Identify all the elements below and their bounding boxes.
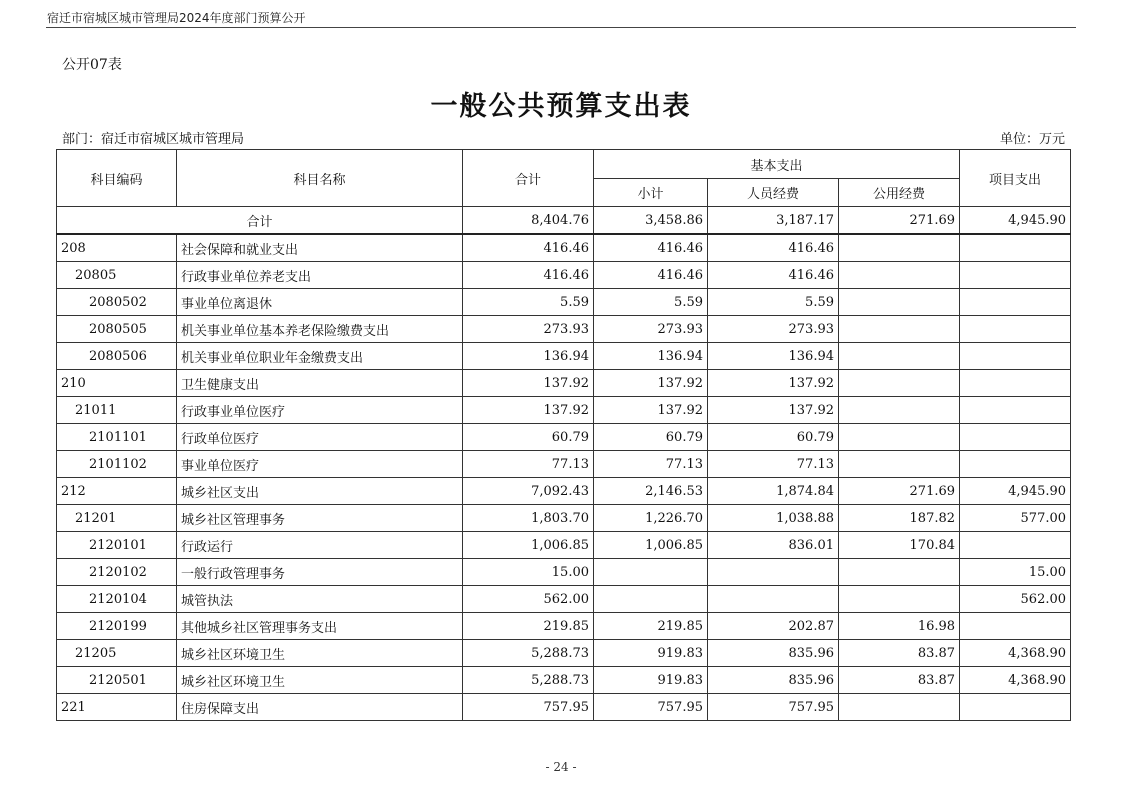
project-cell: [960, 424, 1071, 451]
personnel-cell: 5.59: [708, 289, 839, 316]
project-cell: [960, 370, 1071, 397]
table-row: [57, 640, 1071, 667]
personnel-cell: 835.96: [708, 640, 839, 667]
total-cell: 5,288.73: [463, 640, 594, 667]
table-row: [57, 613, 1071, 640]
subtotal-cell: 757.95: [594, 694, 708, 721]
name-cell: 一般行政管理事务: [177, 559, 463, 586]
subtotal-cell: 137.92: [594, 370, 708, 397]
project-cell: [960, 262, 1071, 289]
column-header-subtotal: 小计: [594, 179, 708, 207]
table-row: [57, 694, 1071, 721]
name-cell: 机关事业单位职业年金缴费支出: [177, 343, 463, 370]
table-row: [57, 397, 1071, 424]
document-label: 公开07表: [62, 57, 122, 73]
column-header-public: 公用经费: [839, 179, 960, 207]
project-cell: [960, 234, 1071, 262]
code-cell: 2120102: [57, 559, 177, 586]
project-cell: 4,368.90: [960, 640, 1071, 667]
personnel-cell: 1,874.84: [708, 478, 839, 505]
subtotal-cell: 219.85: [594, 613, 708, 640]
name-cell: 行政事业单位养老支出: [177, 262, 463, 289]
name-cell: 社会保障和就业支出: [177, 234, 463, 262]
total-cell: 562.00: [463, 586, 594, 613]
personnel-cell: 273.93: [708, 316, 839, 343]
personnel-cell: 416.46: [708, 234, 839, 262]
code-cell: 208: [57, 234, 177, 262]
name-cell: 其他城乡社区管理事务支出: [177, 613, 463, 640]
table-row: [57, 451, 1071, 478]
subtotal-cell: 273.93: [594, 316, 708, 343]
total-cell: 1,006.85: [463, 532, 594, 559]
personnel-cell: 77.13: [708, 451, 839, 478]
subtotal-cell: [594, 586, 708, 613]
personnel-cell: [708, 559, 839, 586]
total-cell: 416.46: [463, 262, 594, 289]
subtotal-cell: 77.13: [594, 451, 708, 478]
total-cell: 137.92: [463, 370, 594, 397]
column-header-total: 合计: [463, 150, 594, 207]
code-cell: 212: [57, 478, 177, 505]
project-cell: 4,368.90: [960, 667, 1071, 694]
total-cell: 60.79: [463, 424, 594, 451]
department-label: 部门：宿迁市宿城区城市管理局: [62, 132, 245, 147]
code-cell: 21011: [57, 397, 177, 424]
code-cell: 2120501: [57, 667, 177, 694]
project-cell: 577.00: [960, 505, 1071, 532]
total-cell: 15.00: [463, 559, 594, 586]
total-cell: 77.13: [463, 451, 594, 478]
code-cell: 2101102: [57, 451, 177, 478]
public-cell: [839, 694, 960, 721]
name-cell: 卫生健康支出: [177, 370, 463, 397]
table-row: [57, 532, 1071, 559]
public-cell: 83.87: [839, 667, 960, 694]
total-cell: 219.85: [463, 613, 594, 640]
code-cell: 20805: [57, 262, 177, 289]
project-cell: [960, 343, 1071, 370]
personnel-cell: 416.46: [708, 262, 839, 289]
name-cell: 行政事业单位医疗: [177, 397, 463, 424]
subtotal-cell: 137.92: [594, 397, 708, 424]
table-row: [57, 289, 1071, 316]
name-cell: 城乡社区管理事务: [177, 505, 463, 532]
page-number: - 24 -: [545, 760, 577, 774]
table-row: [57, 559, 1071, 586]
header-rule: [46, 27, 1076, 28]
public-cell: [839, 234, 960, 262]
total-project-cell: 4,945.90: [960, 207, 1071, 235]
name-cell: 机关事业单位基本养老保险缴费支出: [177, 316, 463, 343]
subtotal-cell: 5.59: [594, 289, 708, 316]
personnel-cell: [708, 586, 839, 613]
project-cell: 562.00: [960, 586, 1071, 613]
subtotal-cell: 919.83: [594, 640, 708, 667]
personnel-cell: 136.94: [708, 343, 839, 370]
table-row: [57, 343, 1071, 370]
personnel-cell: 60.79: [708, 424, 839, 451]
total-personnel-cell: 3,187.17: [708, 207, 839, 235]
table-header: [57, 150, 1071, 207]
total-cell: 273.93: [463, 316, 594, 343]
total-subtotal-cell: 3,458.86: [594, 207, 708, 235]
public-cell: [839, 370, 960, 397]
table-row: [57, 667, 1071, 694]
table-row: [57, 478, 1071, 505]
subtotal-cell: 919.83: [594, 667, 708, 694]
public-cell: 83.87: [839, 640, 960, 667]
table-row: [57, 316, 1071, 343]
public-cell: 187.82: [839, 505, 960, 532]
code-cell: 221: [57, 694, 177, 721]
name-cell: 城管执法: [177, 586, 463, 613]
subtotal-cell: 136.94: [594, 343, 708, 370]
name-cell: 行政单位医疗: [177, 424, 463, 451]
subtotal-cell: [594, 559, 708, 586]
table-row: [57, 505, 1071, 532]
running-header: 宿迁市宿城区城市管理局2024年度部门预算公开: [47, 11, 306, 25]
subtotal-cell: 1,226.70: [594, 505, 708, 532]
total-cell: 8,404.76: [463, 207, 594, 235]
subtotal-cell: 1,006.85: [594, 532, 708, 559]
personnel-cell: 202.87: [708, 613, 839, 640]
name-cell: 城乡社区环境卫生: [177, 640, 463, 667]
column-header-project: 项目支出: [960, 150, 1071, 207]
personnel-cell: 1,038.88: [708, 505, 839, 532]
subtotal-cell: 2,146.53: [594, 478, 708, 505]
total-cell: 5.59: [463, 289, 594, 316]
personnel-cell: 835.96: [708, 667, 839, 694]
project-cell: [960, 316, 1071, 343]
column-header-code: 科目编码: [57, 150, 177, 207]
personnel-cell: 137.92: [708, 397, 839, 424]
subtotal-cell: 60.79: [594, 424, 708, 451]
public-cell: 170.84: [839, 532, 960, 559]
total-cell: 7,092.43: [463, 478, 594, 505]
project-cell: 4,945.90: [960, 478, 1071, 505]
code-cell: 2120104: [57, 586, 177, 613]
total-label: 合计: [57, 207, 463, 235]
name-cell: 事业单位医疗: [177, 451, 463, 478]
code-cell: 21205: [57, 640, 177, 667]
code-cell: 2120199: [57, 613, 177, 640]
project-cell: [960, 532, 1071, 559]
page-title: 一般公共预算支出表: [430, 91, 692, 122]
total-public-cell: 271.69: [839, 207, 960, 235]
unit-label: 单位：万元: [999, 132, 1065, 147]
subtotal-cell: 416.46: [594, 234, 708, 262]
table-row: [57, 586, 1071, 613]
code-cell: 2080505: [57, 316, 177, 343]
total-cell: 136.94: [463, 343, 594, 370]
public-cell: [839, 289, 960, 316]
code-cell: 2101101: [57, 424, 177, 451]
subtotal-cell: 416.46: [594, 262, 708, 289]
name-cell: 住房保障支出: [177, 694, 463, 721]
public-cell: [839, 424, 960, 451]
public-cell: [839, 451, 960, 478]
project-cell: [960, 289, 1071, 316]
name-cell: 事业单位离退休: [177, 289, 463, 316]
code-cell: 2080502: [57, 289, 177, 316]
total-cell: 5,288.73: [463, 667, 594, 694]
public-cell: [839, 343, 960, 370]
project-cell: 15.00: [960, 559, 1071, 586]
code-cell: 2120101: [57, 532, 177, 559]
table-body: [57, 207, 1071, 721]
public-cell: [839, 559, 960, 586]
project-cell: [960, 694, 1071, 721]
total-cell: 1,803.70: [463, 505, 594, 532]
table-row: [57, 370, 1071, 397]
table-row: [57, 424, 1071, 451]
name-cell: 城乡社区环境卫生: [177, 667, 463, 694]
table-row: [57, 262, 1071, 289]
code-cell: 210: [57, 370, 177, 397]
project-cell: [960, 397, 1071, 424]
total-row: [57, 207, 1071, 235]
public-cell: [839, 586, 960, 613]
project-cell: [960, 451, 1071, 478]
total-cell: 757.95: [463, 694, 594, 721]
name-cell: 城乡社区支出: [177, 478, 463, 505]
column-header-name: 科目名称: [177, 150, 463, 207]
personnel-cell: 137.92: [708, 370, 839, 397]
budget-table: [56, 149, 1071, 721]
table-row: [57, 234, 1071, 262]
public-cell: [839, 316, 960, 343]
total-cell: 416.46: [463, 234, 594, 262]
public-cell: 271.69: [839, 478, 960, 505]
public-cell: [839, 262, 960, 289]
code-cell: 21201: [57, 505, 177, 532]
column-group-basic: 基本支出: [594, 150, 960, 179]
project-cell: [960, 613, 1071, 640]
public-cell: [839, 397, 960, 424]
personnel-cell: 757.95: [708, 694, 839, 721]
total-cell: 137.92: [463, 397, 594, 424]
column-header-personnel: 人员经费: [708, 179, 839, 207]
code-cell: 2080506: [57, 343, 177, 370]
name-cell: 行政运行: [177, 532, 463, 559]
public-cell: 16.98: [839, 613, 960, 640]
personnel-cell: 836.01: [708, 532, 839, 559]
